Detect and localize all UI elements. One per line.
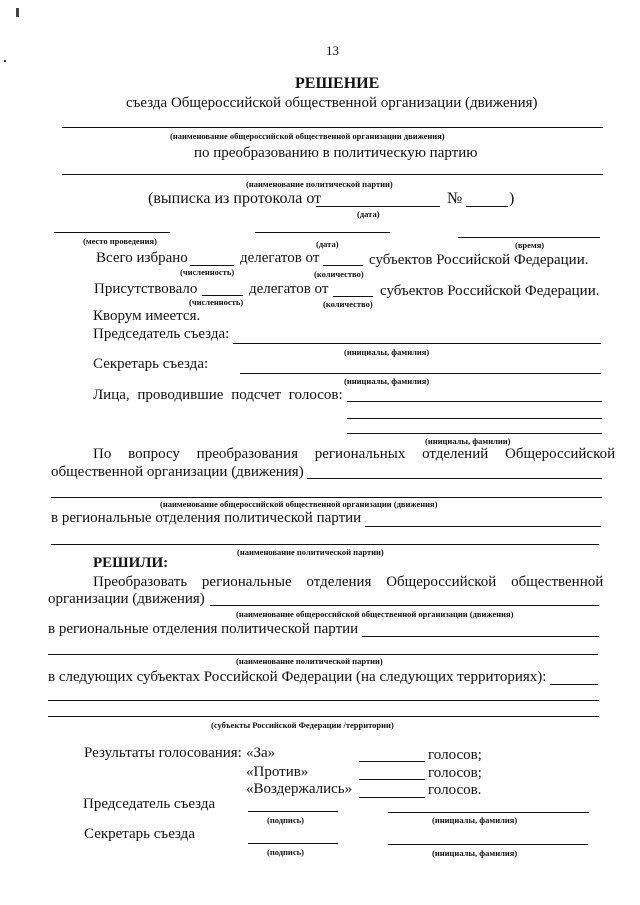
blank-line (190, 265, 234, 266)
blank-line (255, 232, 390, 233)
page-number: 13 (326, 43, 339, 58)
signature-line (248, 843, 338, 844)
document-subtitle: съезда Общероссийской общественной организации (движения) (126, 95, 538, 111)
blank-line (458, 237, 600, 238)
blank-line (62, 127, 603, 128)
scan-mark (4, 60, 6, 62)
elected-p1: Всего избрано (96, 250, 188, 266)
hint-sign-chairman: (подпись) (267, 815, 304, 825)
scan-mark (16, 8, 19, 17)
signature-line (248, 811, 338, 812)
hint-sign-secretary: (подпись) (267, 847, 304, 857)
votes-for: голосов; (428, 747, 482, 763)
sign-secretary-label: Секретарь съезда (84, 826, 195, 842)
blank-line (210, 605, 599, 606)
hint-place: (место проведения) (83, 236, 157, 246)
extract-close: ) (509, 190, 515, 207)
hint-chairman: (инициалы, фамилия) (344, 347, 430, 357)
decided-line4: в следующих субъектах Российской Федерации (на следующих территориях): (48, 669, 547, 685)
blank-line (359, 761, 425, 762)
number-sign: № (447, 190, 463, 207)
question-line1: По вопросу преобразования региональных отделений Общероссийской (93, 446, 616, 462)
blank-line (365, 526, 601, 527)
blank-line (323, 265, 363, 266)
blank-line (359, 779, 425, 780)
counters-label: Лица, проводившие подсчет голосов: (93, 387, 343, 403)
hint-question-party: (наименование политической партии) (237, 547, 384, 557)
hint-meta-date: (дата) (316, 239, 339, 249)
blank-line (202, 295, 243, 296)
extract-text: (выписка из протокола от (148, 190, 322, 207)
blank-line (466, 206, 508, 207)
hint-present-count: (численность) (189, 297, 244, 307)
hint-date: (дата) (357, 209, 380, 219)
signature-line (388, 812, 589, 813)
present-p1: Присутствовало (94, 281, 198, 297)
vote-against: «Против» (246, 764, 309, 780)
vote-for: «За» (246, 745, 276, 761)
sign-chairman-label: Председатель съезда (83, 796, 216, 812)
decided-line2: организации (движения) (48, 591, 205, 607)
chairman-label: Председатель съезда: (93, 326, 230, 342)
decided-line1: Преобразовать региональные отделения Общероссийской общественной (93, 574, 604, 590)
hint-name-chairman: (инициалы, фамилия) (432, 815, 518, 825)
document-title: РЕШЕНИЕ (295, 75, 380, 92)
blank-line (347, 418, 602, 419)
blank-line (54, 232, 170, 233)
hint-name-secretary: (инициалы, фамилия) (432, 848, 518, 858)
blank-line (347, 433, 602, 434)
hint-org-name: (наименование общероссийской общественной организации движения) (170, 131, 445, 141)
hint-secretary: (инициалы, фамилия) (344, 376, 430, 386)
hint-counters: (инициалы, фамилии) (425, 436, 511, 446)
blank-line (51, 497, 602, 498)
blank-line (48, 654, 598, 655)
elected-p3: субъектов Российской Федерации. (369, 252, 589, 268)
hint-subjects: (субъекты Российской Федерации /территории) (211, 720, 394, 730)
present-p2: делегатов от (249, 281, 329, 297)
decided-heading: РЕШИЛИ: (93, 555, 169, 571)
transform-line: по преобразованию в политическую партию (194, 145, 478, 161)
elected-p2: делегатов от (240, 250, 320, 266)
blank-line (307, 478, 602, 479)
hint-party-name: (наименование политической партии) (246, 179, 393, 189)
blank-line (333, 296, 373, 297)
voting-label: Результаты голосования: (84, 745, 242, 761)
hint-question-org: (наименование общероссийской общественной организации (движения) (160, 499, 438, 509)
decided-line3: в региональные отделения политической партии (48, 621, 359, 637)
hint-time: (время) (515, 240, 545, 250)
blank-line (48, 716, 599, 717)
blank-line (316, 206, 440, 207)
hint-present-qty: (количество) (323, 299, 373, 309)
blank-line (51, 544, 599, 545)
blank-line (240, 373, 601, 374)
present-p3: субъектов Российской Федерации. (380, 283, 600, 299)
blank-line (233, 343, 601, 344)
hint-elected-count: (численность) (180, 267, 235, 277)
quorum: Кворум имеется. (93, 308, 201, 324)
blank-line (62, 174, 603, 175)
signature-line (388, 844, 588, 845)
blank-line (362, 636, 599, 637)
votes-against: голосов; (428, 765, 482, 781)
votes-abstain: голосов. (428, 782, 482, 798)
question-line2: общественной организации (движения) (51, 464, 304, 480)
blank-line (347, 401, 602, 402)
vote-abstain: «Воздержались» (246, 781, 353, 797)
hint-decided-party: (наименование политической партии) (236, 656, 383, 666)
hint-elected-qty: (количество) (314, 269, 364, 279)
blank-line (359, 797, 425, 798)
question-line3: в региональные отделения политической партии (51, 510, 362, 526)
blank-line (48, 700, 599, 701)
secretary-label: Секретарь съезда: (93, 356, 209, 372)
hint-decided-org: (наименование общероссийской общественной организации (движения) (236, 609, 514, 619)
blank-line (550, 684, 598, 685)
